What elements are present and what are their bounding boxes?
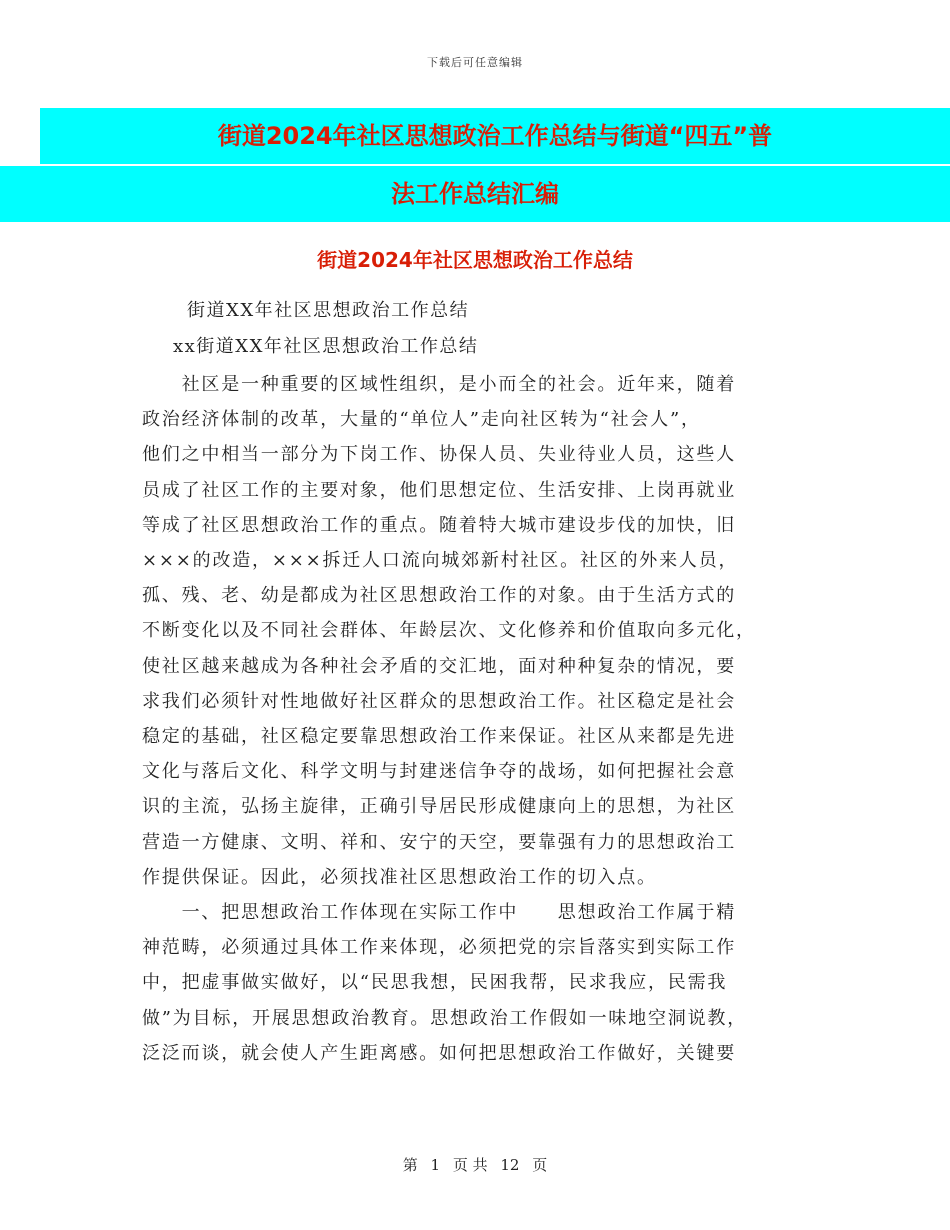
body-line: 文化与落后文化、科学文明与封建迷信争夺的战场，如何把握社会意 — [142, 761, 736, 783]
body-line: 做”为目标，开展思想政治教育。思想政治工作假如一味地空洞说教， — [142, 1007, 747, 1029]
footer-total-pages: 12 — [500, 1156, 520, 1174]
header-note: 下载后可任意编辑 — [427, 56, 523, 69]
footer-suffix: 页 — [532, 1156, 548, 1174]
body-line: 中，把虚事做实做好，以“民思我想，民困我帮，民求我应，民需我 — [142, 972, 728, 994]
body-line: 等成了社区思想政治工作的重点。随着特大城市建设步伐的加快，旧 — [142, 514, 736, 536]
title-line-2: 法工作总结汇编 — [391, 177, 559, 211]
body-line: 识的主流，弘扬主旋律，正确引导居民形成健康向上的思想，为社区 — [142, 796, 736, 818]
body-line: 他们之中相当一部分为下岗工作、协保人员、失业待业人员，这些人 — [142, 444, 736, 466]
body-line: 社区是一种重要的区域性组织，是小而全的社会。近年来，随着 — [142, 374, 736, 395]
section-title: 街道2024年社区思想政治工作总结 — [317, 248, 633, 272]
footer-middle: 页 共 — [452, 1156, 488, 1174]
footer-prefix: 第 — [402, 1156, 418, 1174]
body-line: 稳定的基础，社区稳定要靠思想政治工作来保证。社区从来都是先进 — [142, 726, 736, 748]
page-footer — [0, 1154, 950, 1175]
title-line-1: 街道2024年社区思想政治工作总结与街道“四五”普 — [218, 119, 772, 153]
body-line: 不断变化以及不同社会群体、年龄层次、文化修养和价值取向多元化， — [142, 620, 756, 642]
body-line: 神范畴，必须通过具体工作来体现，必须把党的宗旨落实到实际工作 — [142, 937, 736, 959]
body-line: 泛泛而谈，就会使人产生距离感。如何把思想政治工作做好，关键要 — [142, 1042, 736, 1064]
intro-line-2: xx街道XX年社区思想政治工作总结 — [173, 336, 479, 357]
body-line: 孤、残、老、幼是都成为社区思想政治工作的对象。由于生活方式的 — [142, 585, 736, 607]
body-line: ×××的改造，×××拆迁人口流向城郊新村社区。社区的外来人员， — [142, 550, 739, 572]
document-title — [0, 108, 950, 222]
body-line: 作提供保证。因此，必须找准社区思想政治工作的切入点。 — [142, 866, 657, 888]
body-line: 求我们必须针对性地做好社区群众的思想政治工作。社区稳定是社会 — [142, 690, 736, 712]
body-line: 使社区越来越成为各种社会矛盾的交汇地，面对种种复杂的情况，要 — [142, 655, 736, 677]
body-text — [142, 367, 802, 1071]
footer-page-number: 1 — [430, 1156, 441, 1174]
body-line: 一、把思想政治工作体现在实际工作中 思想政治工作属于精 — [142, 902, 736, 924]
body-line: 营造一方健康、文明、祥和、安宁的天空，要靠强有力的思想政治工 — [142, 831, 736, 853]
intro-line-1: 街道XX年社区思想政治工作总结 — [187, 300, 470, 321]
body-line: 员成了社区工作的主要对象，他们思想定位、生活安排、上岗再就业 — [142, 479, 736, 501]
body-line: 政治经济体制的改革，大量的“单位人”走向社区转为“社会人”， — [142, 409, 701, 431]
